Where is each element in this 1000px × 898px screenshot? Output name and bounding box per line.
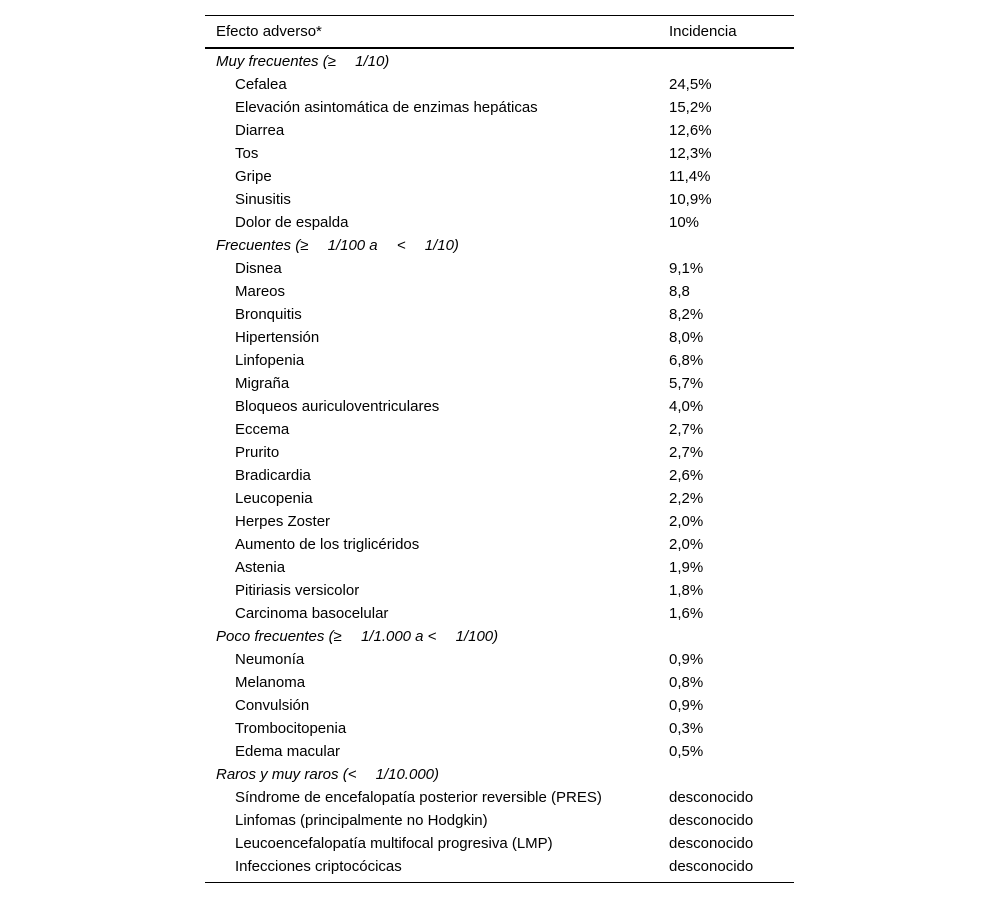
table-row bbox=[205, 96, 794, 119]
incidence-value: 1,8% bbox=[669, 582, 704, 599]
adverse-effect-name: Mareos bbox=[235, 283, 286, 300]
adverse-effect-name: Carcinoma basocelular bbox=[235, 605, 389, 622]
header-incidence: Incidencia bbox=[669, 23, 737, 40]
table-row bbox=[205, 280, 794, 303]
incidence-value: 2,2% bbox=[669, 490, 704, 507]
group-row bbox=[205, 763, 794, 786]
adverse-effect-name: Melanoma bbox=[235, 674, 306, 691]
incidence-value: 8,2% bbox=[669, 306, 704, 323]
adverse-effect-name: Edema macular bbox=[235, 743, 341, 760]
adverse-effect-name: Aumento de los triglicéridos bbox=[235, 536, 420, 553]
adverse-effect-name: Linfomas (principalmente no Hodgkin) bbox=[235, 812, 488, 829]
incidence-value: desconocido bbox=[669, 812, 754, 829]
incidence-value: 1,6% bbox=[669, 605, 704, 622]
adverse-effect-name: Sinusitis bbox=[235, 191, 291, 208]
incidence-value: 15,2% bbox=[669, 99, 712, 116]
adverse-effect-name: Pitiriasis versicolor bbox=[235, 582, 360, 599]
incidence-value: 24,5% bbox=[669, 76, 712, 93]
group-row bbox=[205, 625, 794, 648]
group-label: Frecuentes (≥ 1/100 a < 1/10) bbox=[216, 237, 459, 254]
adverse-effect-name: Cefalea bbox=[235, 76, 287, 93]
table-row bbox=[205, 671, 794, 694]
adverse-effect-name: Bradicardia bbox=[235, 467, 311, 484]
group-label: Muy frecuentes (≥ 1/10) bbox=[216, 53, 390, 70]
table-row bbox=[205, 372, 794, 395]
incidence-value: 8,0% bbox=[669, 329, 704, 346]
incidence-value: 0,8% bbox=[669, 674, 704, 691]
incidence-value: 2,6% bbox=[669, 467, 704, 484]
adverse-effect-name: Neumonía bbox=[235, 651, 305, 668]
adverse-effect-name: Astenia bbox=[235, 559, 286, 576]
table-body bbox=[205, 49, 794, 882]
table-row bbox=[205, 510, 794, 533]
table-row bbox=[205, 832, 794, 855]
group-label: Raros y muy raros (< 1/10.000) bbox=[216, 766, 440, 783]
incidence-value: 11,4% bbox=[669, 168, 711, 185]
incidence-value: desconocido bbox=[669, 835, 754, 852]
adverse-effect-name: Dolor de espalda bbox=[235, 214, 349, 231]
incidence-value: desconocido bbox=[669, 789, 754, 806]
incidence-value: 2,0% bbox=[669, 513, 704, 530]
adverse-effect-name: Eccema bbox=[235, 421, 290, 438]
incidence-value: 1,9% bbox=[669, 559, 704, 576]
table-row bbox=[205, 648, 794, 671]
table-row bbox=[205, 418, 794, 441]
adverse-effect-name: Bronquitis bbox=[235, 306, 302, 323]
table-row bbox=[205, 556, 794, 579]
table-row bbox=[205, 257, 794, 280]
incidence-value: 0,5% bbox=[669, 743, 704, 760]
incidence-value: 2,7% bbox=[669, 421, 704, 438]
adverse-effect-name: Migraña bbox=[235, 375, 290, 392]
table-row bbox=[205, 395, 794, 418]
table-row bbox=[205, 717, 794, 740]
group-row bbox=[205, 50, 794, 73]
adverse-effect-name: Diarrea bbox=[235, 122, 285, 139]
incidence-value: 0,9% bbox=[669, 697, 704, 714]
table-row bbox=[205, 165, 794, 188]
adverse-effects-table bbox=[205, 15, 794, 883]
table-row bbox=[205, 303, 794, 326]
incidence-value: 2,7% bbox=[669, 444, 704, 461]
incidence-value: 5,7% bbox=[669, 375, 704, 392]
incidence-value: 12,3% bbox=[669, 145, 712, 162]
table-row bbox=[205, 694, 794, 717]
table-row bbox=[205, 809, 794, 832]
adverse-effect-name: Trombocitopenia bbox=[235, 720, 347, 737]
table-row bbox=[205, 73, 794, 96]
table-row bbox=[205, 188, 794, 211]
table-row bbox=[205, 579, 794, 602]
adverse-effect-name: Elevación asintomática de enzimas hepáticas bbox=[235, 99, 538, 116]
adverse-effect-name: Linfopenia bbox=[235, 352, 305, 369]
table-row bbox=[205, 349, 794, 372]
group-row bbox=[205, 234, 794, 257]
incidence-value: 9,1% bbox=[669, 260, 704, 277]
adverse-effect-name: Hipertensión bbox=[235, 329, 320, 346]
incidence-value: 0,9% bbox=[669, 651, 704, 668]
incidence-value: 12,6% bbox=[669, 122, 712, 139]
table-row bbox=[205, 740, 794, 763]
adverse-effect-name: Prurito bbox=[235, 444, 280, 461]
adverse-effect-name: Leucoencefalopatía multifocal progresiva (LMP) bbox=[235, 835, 553, 852]
incidence-value: 10% bbox=[669, 214, 700, 231]
table-row bbox=[205, 464, 794, 487]
adverse-effect-name: Bloqueos auriculoventriculares bbox=[235, 398, 440, 415]
table-row bbox=[205, 441, 794, 464]
table-row bbox=[205, 602, 794, 625]
table-row bbox=[205, 119, 794, 142]
table-row bbox=[205, 855, 794, 878]
table-row bbox=[205, 533, 794, 556]
adverse-effect-name: Gripe bbox=[235, 168, 272, 185]
group-label: Poco frecuentes (≥ 1/1.000 a < 1/100) bbox=[216, 628, 499, 645]
incidence-value: 8,8 bbox=[669, 283, 690, 300]
adverse-effect-name: Convulsión bbox=[235, 697, 310, 714]
adverse-effect-name: Síndrome de encefalopatía posterior reversible (PRES) bbox=[235, 789, 602, 806]
table-row bbox=[205, 142, 794, 165]
table-row bbox=[205, 211, 794, 234]
adverse-effect-name: Disnea bbox=[235, 260, 282, 277]
table-header bbox=[205, 16, 794, 49]
adverse-effect-name: Tos bbox=[235, 145, 259, 162]
adverse-effect-name: Infecciones criptocócicas bbox=[235, 858, 402, 875]
incidence-value: 10,9% bbox=[669, 191, 712, 208]
adverse-effect-name: Herpes Zoster bbox=[235, 513, 331, 530]
table-row bbox=[205, 326, 794, 349]
incidence-value: 2,0% bbox=[669, 536, 704, 553]
table-row bbox=[205, 786, 794, 809]
incidence-value: 6,8% bbox=[669, 352, 704, 369]
table-row bbox=[205, 487, 794, 510]
incidence-value: desconocido bbox=[669, 858, 754, 875]
incidence-value: 4,0% bbox=[669, 398, 704, 415]
adverse-effect-name: Leucopenia bbox=[235, 490, 313, 507]
incidence-value: 0,3% bbox=[669, 720, 704, 737]
header-adverse-effect: Efecto adverso* bbox=[216, 23, 322, 40]
